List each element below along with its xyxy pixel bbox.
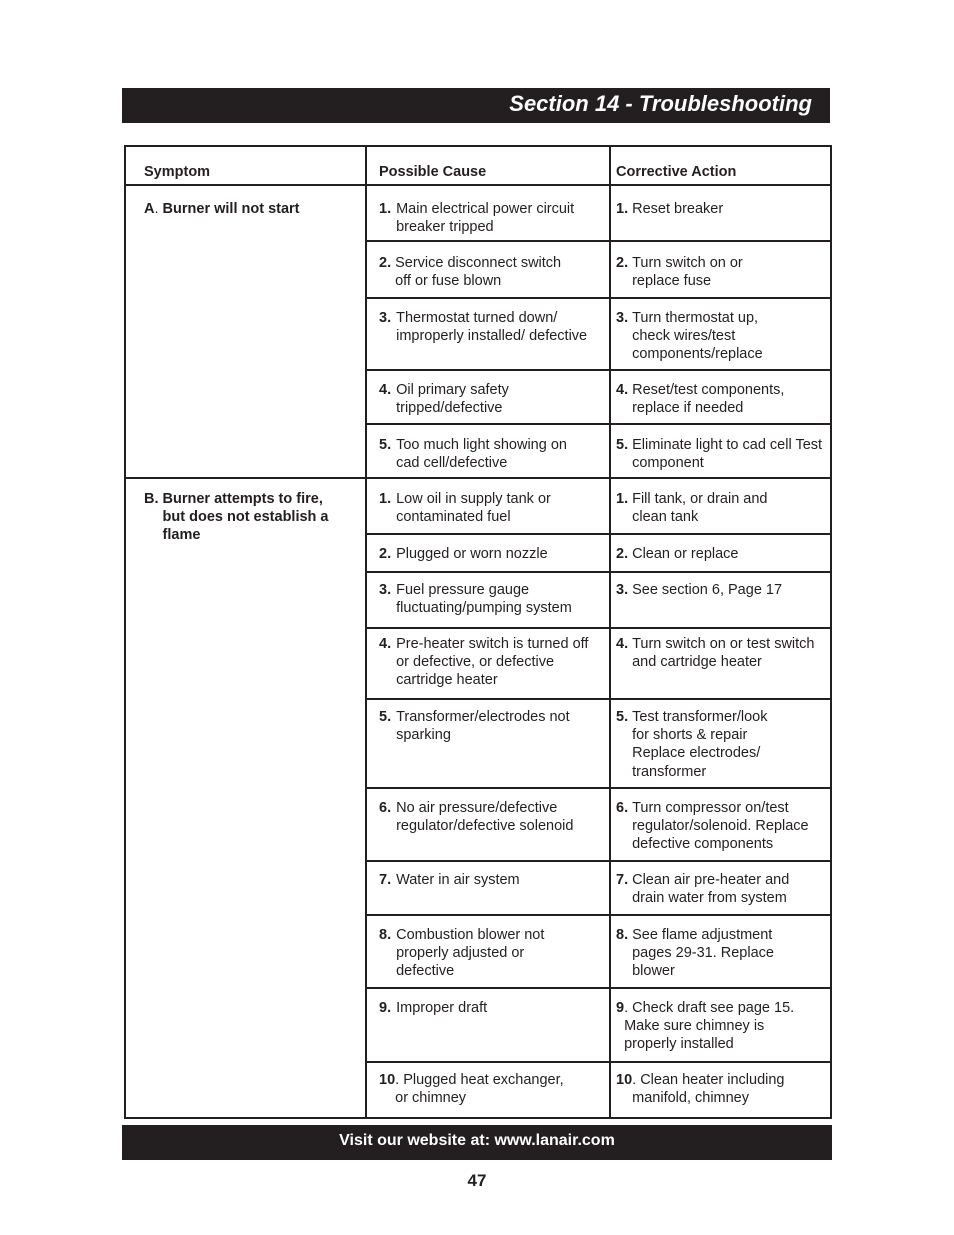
column-divider (609, 147, 611, 1117)
symptom-separator: . (154, 201, 163, 217)
item-number: 7. (616, 872, 629, 888)
cause-text: No air pressure/defective regulator/defective solenoid (396, 800, 574, 835)
cause-text: Low oil in supply tank or contaminated fuel (396, 491, 551, 526)
symptom-a (144, 200, 354, 218)
possible-cause (379, 799, 601, 835)
troubleshooting-table (124, 145, 832, 1119)
item-number: 2. (379, 255, 392, 271)
cause-text: Thermostat turned down/ improperly installed/ defective (396, 310, 588, 345)
cause-text: Improper draft (396, 1000, 488, 1016)
corrective-action (616, 581, 826, 599)
section-title: Section 14 - Troubleshooting (509, 91, 812, 116)
column-header-corrective-action: Corrective Action (616, 164, 737, 180)
cause-text: Service disconnect switch off or fuse blown (395, 255, 562, 290)
corrective-action (616, 309, 791, 364)
page-number: 47 (467, 1171, 487, 1190)
row-divider (365, 1061, 830, 1063)
action-text: Clean or replace (632, 546, 739, 562)
action-text: Clean air pre-heater and drain water from system (632, 872, 790, 907)
cause-text: Pre-heater switch is turned off or defective, or defective cartridge heater (396, 636, 589, 689)
item-number: 10 (616, 1072, 633, 1088)
row-divider (365, 240, 830, 242)
action-text: Turn compressor on/test regulator/solenoid. Replace defective components (632, 800, 809, 853)
corrective-action (616, 999, 806, 1054)
row-divider (365, 787, 830, 789)
item-number: 2. (616, 546, 629, 562)
action-text: Turn switch on or test switch and cartridge heater (632, 636, 815, 671)
action-text: Turn switch on or replace fuse (632, 255, 743, 290)
cause-text: Transformer/electrodes not sparking (396, 709, 570, 744)
row-divider (365, 571, 830, 573)
item-number: 2. (379, 546, 392, 562)
possible-cause (379, 436, 579, 472)
cause-text: Combustion blower not properly adjusted or defective (396, 927, 545, 980)
possible-cause (379, 254, 564, 290)
symptom-label: A (144, 201, 155, 217)
cause-text: Main electrical power circuit breaker tripped (396, 201, 575, 236)
item-number: 8. (379, 927, 392, 943)
item-number: 10 (379, 1072, 396, 1088)
row-divider (365, 297, 830, 299)
item-number: 7. (379, 872, 392, 888)
possible-cause (379, 200, 594, 236)
item-number: 5. (616, 437, 629, 453)
symptom-text: Burner attempts to fire, but does not establish a flame (162, 491, 329, 544)
corrective-action (616, 799, 826, 854)
footer-bar (122, 1125, 832, 1160)
column-header-symptom: Symptom (144, 164, 211, 180)
action-text: Reset/test components, replace if needed (632, 382, 785, 417)
row-divider (365, 860, 830, 862)
cause-text: Plugged or worn nozzle (396, 546, 548, 562)
action-text: Reset breaker (632, 201, 724, 217)
section-header-bar (122, 88, 830, 123)
item-number: 1. (379, 201, 392, 217)
possible-cause (379, 545, 594, 563)
column-header-possible-cause: Possible Cause (379, 164, 487, 180)
item-number: 3. (616, 582, 629, 598)
cause-text: . Plugged heat exchanger, or chimney (395, 1072, 564, 1107)
possible-cause (379, 581, 594, 617)
possible-cause (379, 871, 594, 889)
item-number: 3. (616, 310, 629, 326)
possible-cause (379, 708, 594, 744)
possible-cause (379, 490, 579, 526)
action-text: See section 6, Page 17 (632, 582, 783, 598)
item-number: 4. (379, 636, 392, 652)
cause-text: Water in air system (396, 872, 520, 888)
action-text: Turn thermostat up, check wires/test components/replace (632, 310, 763, 363)
corrective-action (616, 490, 791, 526)
item-number: 4. (616, 636, 629, 652)
action-text: Fill tank, or drain and clean tank (632, 491, 768, 526)
possible-cause (379, 1071, 579, 1107)
row-divider (365, 423, 830, 425)
corrective-action (616, 381, 821, 417)
row-divider (365, 533, 830, 535)
header-row-divider (126, 184, 830, 186)
cause-text: Oil primary safety tripped/defective (396, 382, 509, 417)
corrective-action (616, 635, 826, 671)
item-number: 2. (616, 255, 629, 271)
row-divider (365, 914, 830, 916)
action-text: Eliminate light to cad cell Test component (632, 437, 823, 472)
corrective-action (616, 436, 826, 472)
section-divider (126, 477, 830, 479)
corrective-action (616, 1071, 806, 1107)
item-number: 1. (616, 491, 629, 507)
corrective-action (616, 254, 766, 290)
item-number: 9. (379, 1000, 392, 1016)
symptom-b (144, 490, 344, 545)
cause-text: Fuel pressure gauge fluctuating/pumping system (396, 582, 572, 617)
possible-cause (379, 309, 589, 345)
row-divider (365, 987, 830, 989)
item-number: 6. (379, 800, 392, 816)
item-number: 6. (616, 800, 629, 816)
corrective-action (616, 926, 786, 981)
corrective-action (616, 708, 786, 781)
website-link[interactable]: Visit our website at: www.lanair.com (339, 1132, 615, 1149)
item-number: 5. (379, 437, 392, 453)
item-number: 1. (379, 491, 392, 507)
item-number: 4. (379, 382, 392, 398)
item-number: 1. (616, 201, 629, 217)
possible-cause (379, 999, 594, 1017)
row-divider (365, 698, 830, 700)
item-number: 8. (616, 927, 629, 943)
cause-text: Too much light showing on cad cell/defective (396, 437, 567, 472)
item-number: 3. (379, 582, 392, 598)
row-divider (365, 627, 830, 629)
corrective-action (616, 545, 826, 563)
corrective-action (616, 200, 826, 218)
action-text: . Check draft see page 15. Make sure chimney is properly installed (624, 1000, 795, 1053)
action-text: See flame adjustment pages 29-31. Replace blower (632, 927, 774, 980)
item-number: 5. (616, 709, 629, 725)
possible-cause (379, 381, 539, 417)
action-text: Test transformer/look for shorts & repair Replace electrodes/ transformer (632, 709, 768, 780)
column-divider (365, 147, 367, 1117)
corrective-action (616, 871, 801, 907)
item-number: 5. (379, 709, 392, 725)
symptom-label: B. (144, 491, 159, 507)
possible-cause (379, 635, 601, 690)
row-divider (365, 369, 830, 371)
possible-cause (379, 926, 564, 981)
symptom-text: Burner will not start (162, 201, 300, 217)
item-number: 4. (616, 382, 629, 398)
item-number: 9 (616, 1000, 625, 1016)
action-text: . Clean heater including manifold, chimney (632, 1072, 785, 1107)
item-number: 3. (379, 310, 392, 326)
